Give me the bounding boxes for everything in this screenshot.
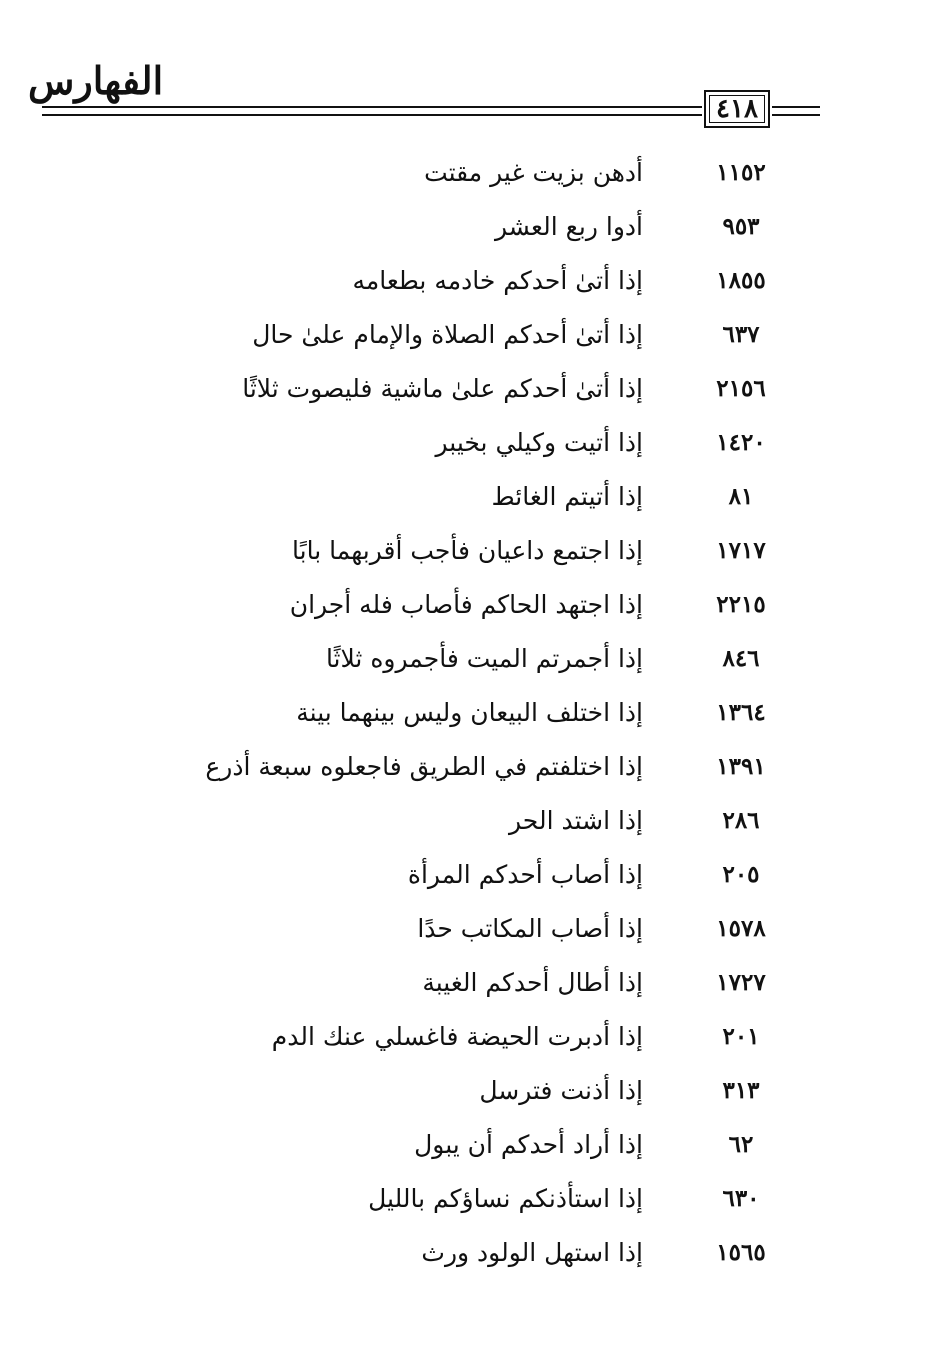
entry-text: أدوا ربع العشر bbox=[494, 212, 643, 241]
index-entry bbox=[0, 688, 933, 742]
entry-text: إذا أتىٰ أحدكم خادمه بطعامه bbox=[352, 266, 643, 295]
entry-number: ٢٠١ bbox=[722, 1023, 760, 1050]
index-entry bbox=[0, 742, 933, 796]
index-entry bbox=[0, 1066, 933, 1120]
index-entry bbox=[0, 580, 933, 634]
entry-number: ٢١٥٦ bbox=[716, 375, 766, 402]
entry-number: ٦٢ bbox=[728, 1131, 754, 1158]
index-entry bbox=[0, 634, 933, 688]
entry-text: إذا أذنت فترسل bbox=[479, 1076, 643, 1105]
index-entry bbox=[0, 1228, 933, 1282]
index-entry bbox=[0, 418, 933, 472]
entry-number: ١٨٥٥ bbox=[716, 267, 766, 294]
entry-number: ١١٥٢ bbox=[716, 159, 766, 186]
entry-text: إذا استهل الولود ورث bbox=[421, 1238, 643, 1267]
entry-text: إذا اجتمع داعيان فأجب أقربهما بابًا bbox=[292, 536, 643, 565]
entry-text: إذا أراد أحدكم أن يبول bbox=[414, 1130, 643, 1159]
page-header bbox=[0, 0, 933, 140]
entry-number: ٨٤٦ bbox=[722, 645, 760, 672]
entry-text: إذا اختلفتم في الطريق فاجعلوه سبعة أذرع bbox=[205, 752, 643, 781]
entry-number: ١٥٦٥ bbox=[716, 1239, 766, 1266]
entry-text: إذا أتيتم الغائط bbox=[491, 482, 643, 511]
index-entry bbox=[0, 1174, 933, 1228]
page-number: ٤١٨ bbox=[716, 94, 758, 124]
index-entry bbox=[0, 526, 933, 580]
entry-number: ١٧١٧ bbox=[716, 537, 766, 564]
entry-number: ٦٣٧ bbox=[722, 321, 760, 348]
entry-text: إذا اختلف البيعان وليس بينهما بينة bbox=[296, 698, 643, 727]
section-title: الفهارس bbox=[28, 58, 164, 103]
header-rule bbox=[772, 106, 820, 108]
index-entry bbox=[0, 1120, 933, 1174]
entry-number: ٢٨٦ bbox=[722, 807, 760, 834]
index-entry bbox=[0, 148, 933, 202]
index-entry bbox=[0, 796, 933, 850]
page-number-box bbox=[704, 90, 770, 128]
entry-number: ٣١٣ bbox=[722, 1077, 760, 1104]
entry-text: إذا أصاب المكاتب حدًا bbox=[417, 914, 643, 943]
index-entry bbox=[0, 958, 933, 1012]
index-entry bbox=[0, 364, 933, 418]
entry-text: إذا أتيت وكيلي بخيبر bbox=[435, 428, 643, 457]
index-entry bbox=[0, 1012, 933, 1066]
index-entry bbox=[0, 850, 933, 904]
entry-text: إذا أطال أحدكم الغيبة bbox=[422, 968, 643, 997]
entry-text: إذا أتىٰ أحدكم الصلاة والإمام علىٰ حال bbox=[252, 320, 643, 349]
index-entry bbox=[0, 904, 933, 958]
entry-text: إذا أدبرت الحيضة فاغسلي عنك الدم bbox=[271, 1022, 643, 1051]
entry-text: إذا أجمرتم الميت فأجمروه ثلاثًا bbox=[325, 644, 643, 673]
index-entry bbox=[0, 310, 933, 364]
entry-number: ٢٠٥ bbox=[722, 861, 760, 888]
entry-number: ٦٣٠ bbox=[722, 1185, 760, 1212]
header-rule bbox=[772, 114, 820, 116]
entry-number: ٨١ bbox=[728, 483, 754, 510]
entry-number: ١٤٢٠ bbox=[716, 429, 766, 456]
index-entry bbox=[0, 202, 933, 256]
entry-number: ٢٢١٥ bbox=[716, 591, 766, 618]
entry-text: أدهن بزيت غير مقتت bbox=[424, 158, 643, 187]
entry-number: ١٧٢٧ bbox=[716, 969, 766, 996]
entry-text: إذا أتىٰ أحدكم علىٰ ماشية فليصوت ثلاثًا bbox=[242, 374, 643, 403]
entry-number: ٩٥٣ bbox=[722, 213, 760, 240]
header-rule bbox=[42, 114, 702, 116]
entry-text: إذا أصاب أحدكم المرأة bbox=[407, 860, 643, 889]
header-rule bbox=[42, 106, 702, 108]
entry-number: ١٣٦٤ bbox=[716, 699, 766, 726]
entry-text: إذا استأذنكم نساؤكم بالليل bbox=[368, 1184, 643, 1213]
entry-text: إذا اشتد الحر bbox=[509, 806, 643, 835]
index-entry bbox=[0, 256, 933, 310]
entry-number: ١٣٩١ bbox=[716, 753, 766, 780]
entry-number: ١٥٧٨ bbox=[716, 915, 766, 942]
index-entry bbox=[0, 472, 933, 526]
entry-text: إذا اجتهد الحاكم فأصاب فله أجران bbox=[289, 590, 643, 619]
